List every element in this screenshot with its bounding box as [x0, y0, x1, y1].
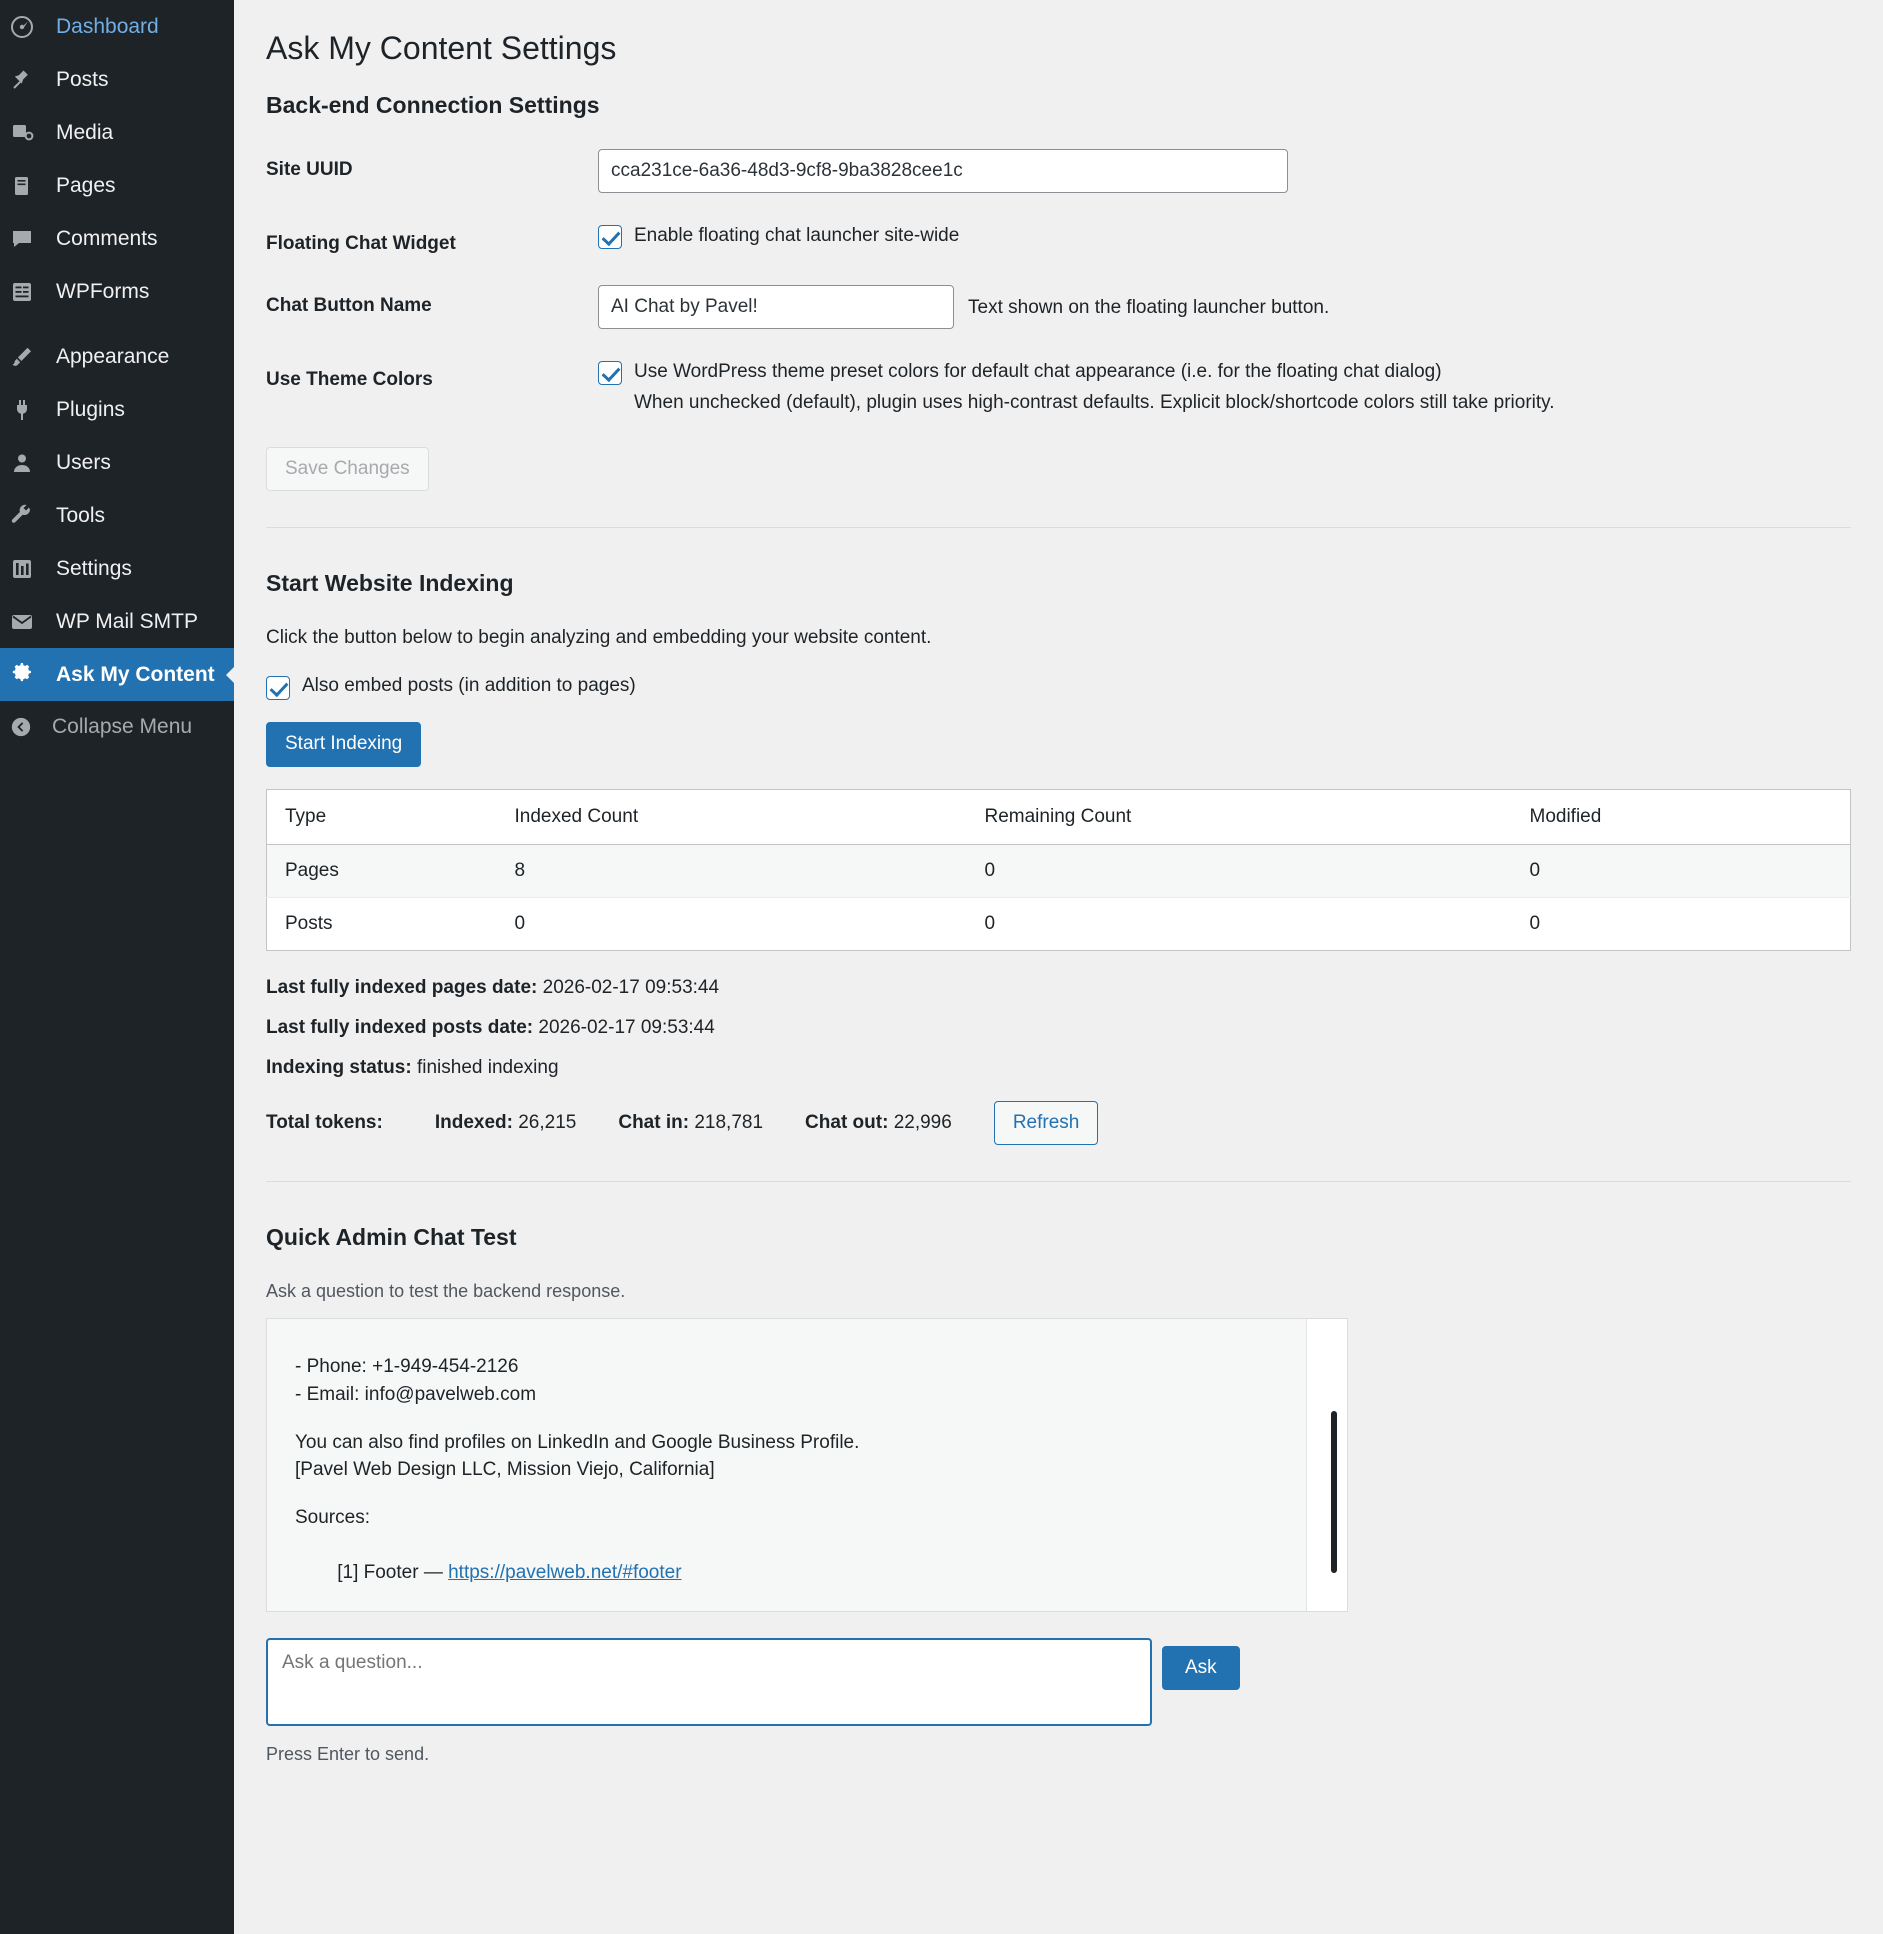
- chat-line-company: [Pavel Web Design LLC, Mission Viejo, California]: [295, 1459, 715, 1481]
- indexed-tokens: [435, 1112, 577, 1134]
- sidebar-item-pages[interactable]: [0, 159, 234, 212]
- sidebar-item-label: Appearance: [56, 344, 170, 368]
- use-theme-colors-checkbox-label: Use WordPress theme preset colors for default chat appearance (i.e. for the floating chat dialog): [634, 360, 1442, 382]
- last-indexed-posts-value: 2026-02-17 09:53:44: [538, 1016, 715, 1038]
- chat-scrollbar[interactable]: [1331, 1411, 1337, 1573]
- embed-posts-row: [266, 673, 1851, 700]
- use-theme-colors-description: When unchecked (default), plugin uses high-contrast defaults. Explicit block/shortcode colors still take priority.: [634, 392, 1555, 414]
- sidebar-item-posts[interactable]: [0, 53, 234, 106]
- cell-remaining: 0: [967, 844, 1512, 897]
- table-row: [267, 897, 1851, 950]
- token-stats-row: [266, 1101, 1851, 1146]
- sidebar-item-media[interactable]: [0, 106, 234, 159]
- floating-chat-widget-row: [266, 223, 1851, 255]
- column-header-modified: Modified: [1512, 789, 1851, 844]
- ask-button[interactable]: Ask: [1162, 1646, 1240, 1690]
- site-uuid-input[interactable]: [598, 149, 1288, 193]
- chat-line-profiles: You can also find profiles on LinkedIn and Google Business Profile.: [295, 1431, 860, 1453]
- start-indexing-button[interactable]: Start Indexing: [266, 722, 421, 767]
- sidebar-item-appearance[interactable]: [0, 330, 234, 383]
- total-tokens-label: Total tokens:: [266, 1112, 383, 1134]
- wrench-icon: [10, 504, 52, 528]
- chat-in-label: Chat in:: [618, 1112, 690, 1134]
- mail-icon: [10, 610, 52, 634]
- indexed-tokens-label: Indexed:: [434, 1112, 513, 1134]
- chat-out-tokens: [805, 1112, 952, 1134]
- sidebar-item-label: Users: [56, 450, 111, 474]
- pin-icon: [10, 68, 52, 92]
- column-header-remaining-count: Remaining Count: [967, 789, 1512, 844]
- collapse-menu-label: Collapse Menu: [52, 715, 193, 738]
- indexing-table: [266, 789, 1851, 951]
- sidebar-item-label: Tools: [56, 503, 106, 527]
- sidebar-item-ask-my-content[interactable]: [0, 648, 234, 701]
- use-theme-colors-label: Use Theme Colors: [266, 368, 433, 390]
- sidebar-item-label: Ask My Content: [56, 662, 215, 686]
- chat-line-email: - Email: info@pavelweb.com: [295, 1383, 537, 1405]
- sidebar-item-settings[interactable]: [0, 542, 234, 595]
- chat-out-value: 22,996: [893, 1112, 952, 1134]
- column-header-indexed-count: Indexed Count: [497, 789, 967, 844]
- floating-chat-widget-label: Floating Chat Widget: [266, 232, 456, 254]
- chat-line-sources-label: Sources:: [295, 1506, 370, 1528]
- sidebar-item-label: Dashboard: [56, 14, 159, 38]
- sidebar-item-label: WP Mail SMTP: [56, 609, 198, 633]
- indexed-tokens-value: 26,215: [518, 1112, 577, 1134]
- floating-chat-widget-checkbox[interactable]: [598, 225, 622, 249]
- brush-icon: [10, 345, 52, 369]
- chat-in-tokens: [618, 1112, 763, 1134]
- user-icon: [10, 451, 52, 475]
- chat-test-heading: Quick Admin Chat Test: [266, 1224, 517, 1251]
- embed-posts-checkbox[interactable]: [266, 676, 290, 700]
- ask-hint: Press Enter to send.: [266, 1744, 430, 1765]
- save-changes-button[interactable]: Save Changes: [266, 447, 429, 492]
- chat-line-source-1: [295, 1531, 1278, 1611]
- sidebar-item-dashboard[interactable]: [0, 0, 234, 53]
- refresh-button[interactable]: Refresh: [994, 1101, 1099, 1146]
- section-divider: [266, 1181, 1851, 1182]
- indexing-status-value: finished indexing: [416, 1056, 559, 1078]
- table-header-row: [267, 789, 1851, 844]
- last-indexed-posts-line: [266, 1017, 1851, 1039]
- indexing-description: Click the button below to begin analyzing and embedding your website content.: [266, 627, 932, 649]
- table-row: [267, 844, 1851, 897]
- cell-type: Pages: [267, 844, 497, 897]
- chat-source-prefix: [1] Footer —: [337, 1561, 449, 1583]
- sidebar-item-comments[interactable]: [0, 212, 234, 265]
- last-indexed-pages-label: Last fully indexed pages date:: [266, 976, 538, 998]
- last-indexed-posts-label: Last fully indexed posts date:: [266, 1016, 534, 1038]
- chat-spacer: [295, 1409, 1278, 1429]
- last-indexed-pages-line: [266, 977, 1851, 999]
- menu-separator: [0, 318, 234, 330]
- use-theme-colors-checkbox[interactable]: [598, 361, 622, 385]
- indexing-status-line: [266, 1057, 1851, 1079]
- chat-button-name-note: Text shown on the floating launcher button.: [968, 296, 1330, 318]
- comment-icon: [10, 227, 52, 251]
- chat-transcript: [266, 1318, 1348, 1612]
- sidebar-item-label: Pages: [56, 173, 116, 197]
- chat-spacer: [295, 1484, 1278, 1504]
- page-title: Ask My Content Settings: [266, 30, 617, 66]
- use-theme-colors-row: [266, 359, 1851, 417]
- sidebar-item-tools[interactable]: [0, 489, 234, 542]
- chat-transcript-body: [267, 1319, 1307, 1611]
- sidebar-item-wp-mail-smtp[interactable]: [0, 595, 234, 648]
- indexing-heading: Start Website Indexing: [266, 570, 514, 597]
- sidebar-item-wpforms[interactable]: [0, 265, 234, 318]
- main-content: [234, 0, 1883, 1934]
- cell-remaining: 0: [984, 912, 996, 934]
- sidebar-item-label: Media: [56, 120, 114, 144]
- sidebar-item-label: WPForms: [56, 279, 150, 303]
- cell-indexed: 0: [514, 912, 526, 934]
- chat-button-name-label: Chat Button Name: [266, 294, 432, 316]
- chat-out-label: Chat out:: [805, 1112, 889, 1134]
- cell-indexed: 8: [497, 844, 967, 897]
- site-uuid-row: [266, 149, 1851, 193]
- chat-button-name-input[interactable]: [598, 285, 954, 329]
- collapse-menu-button[interactable]: [0, 701, 234, 753]
- chat-button-name-row: [266, 285, 1851, 329]
- chat-in-value: 218,781: [694, 1112, 764, 1134]
- section-divider: [266, 527, 1851, 528]
- wpforms-icon: [10, 280, 52, 304]
- ask-row: [266, 1638, 1851, 1726]
- sidebar-item-label: Posts: [56, 67, 109, 91]
- column-header-type: Type: [267, 789, 497, 844]
- plug-icon: [10, 398, 52, 422]
- last-indexed-pages-value: 2026-02-17 09:53:44: [542, 976, 720, 998]
- cell-modified: 0: [1529, 912, 1541, 934]
- gear-icon: [10, 663, 52, 687]
- indexing-status-label: Indexing status:: [266, 1056, 412, 1078]
- cell-modified: 0: [1512, 844, 1851, 897]
- embed-posts-label: Also embed posts (in addition to pages): [302, 675, 636, 697]
- chat-test-description: Ask a question to test the backend response.: [266, 1281, 626, 1302]
- sliders-icon: [10, 557, 52, 581]
- floating-chat-widget-checkbox-label: Enable floating chat launcher site-wide: [634, 224, 960, 246]
- sidebar-item-label: Settings: [56, 556, 132, 580]
- connection-settings-heading: Back-end Connection Settings: [266, 91, 600, 118]
- page-icon: [10, 174, 52, 198]
- media-icon: [10, 121, 52, 145]
- sidebar-item-label: Plugins: [56, 397, 125, 421]
- dashboard-icon: [10, 15, 52, 39]
- sidebar-item-plugins[interactable]: [0, 383, 234, 436]
- site-uuid-label: Site UUID: [266, 158, 353, 180]
- cell-type: Posts: [285, 912, 333, 934]
- chat-line-phone: - Phone: +1-949-454-2126: [295, 1356, 519, 1378]
- sidebar-item-label: Comments: [56, 226, 158, 250]
- ask-question-input[interactable]: [266, 1638, 1152, 1726]
- sidebar-item-users[interactable]: [0, 436, 234, 489]
- collapse-arrow-icon: [10, 716, 52, 738]
- admin-sidebar: [0, 0, 234, 1934]
- chat-source-link[interactable]: https://pavelweb.net/#footer: [448, 1561, 682, 1583]
